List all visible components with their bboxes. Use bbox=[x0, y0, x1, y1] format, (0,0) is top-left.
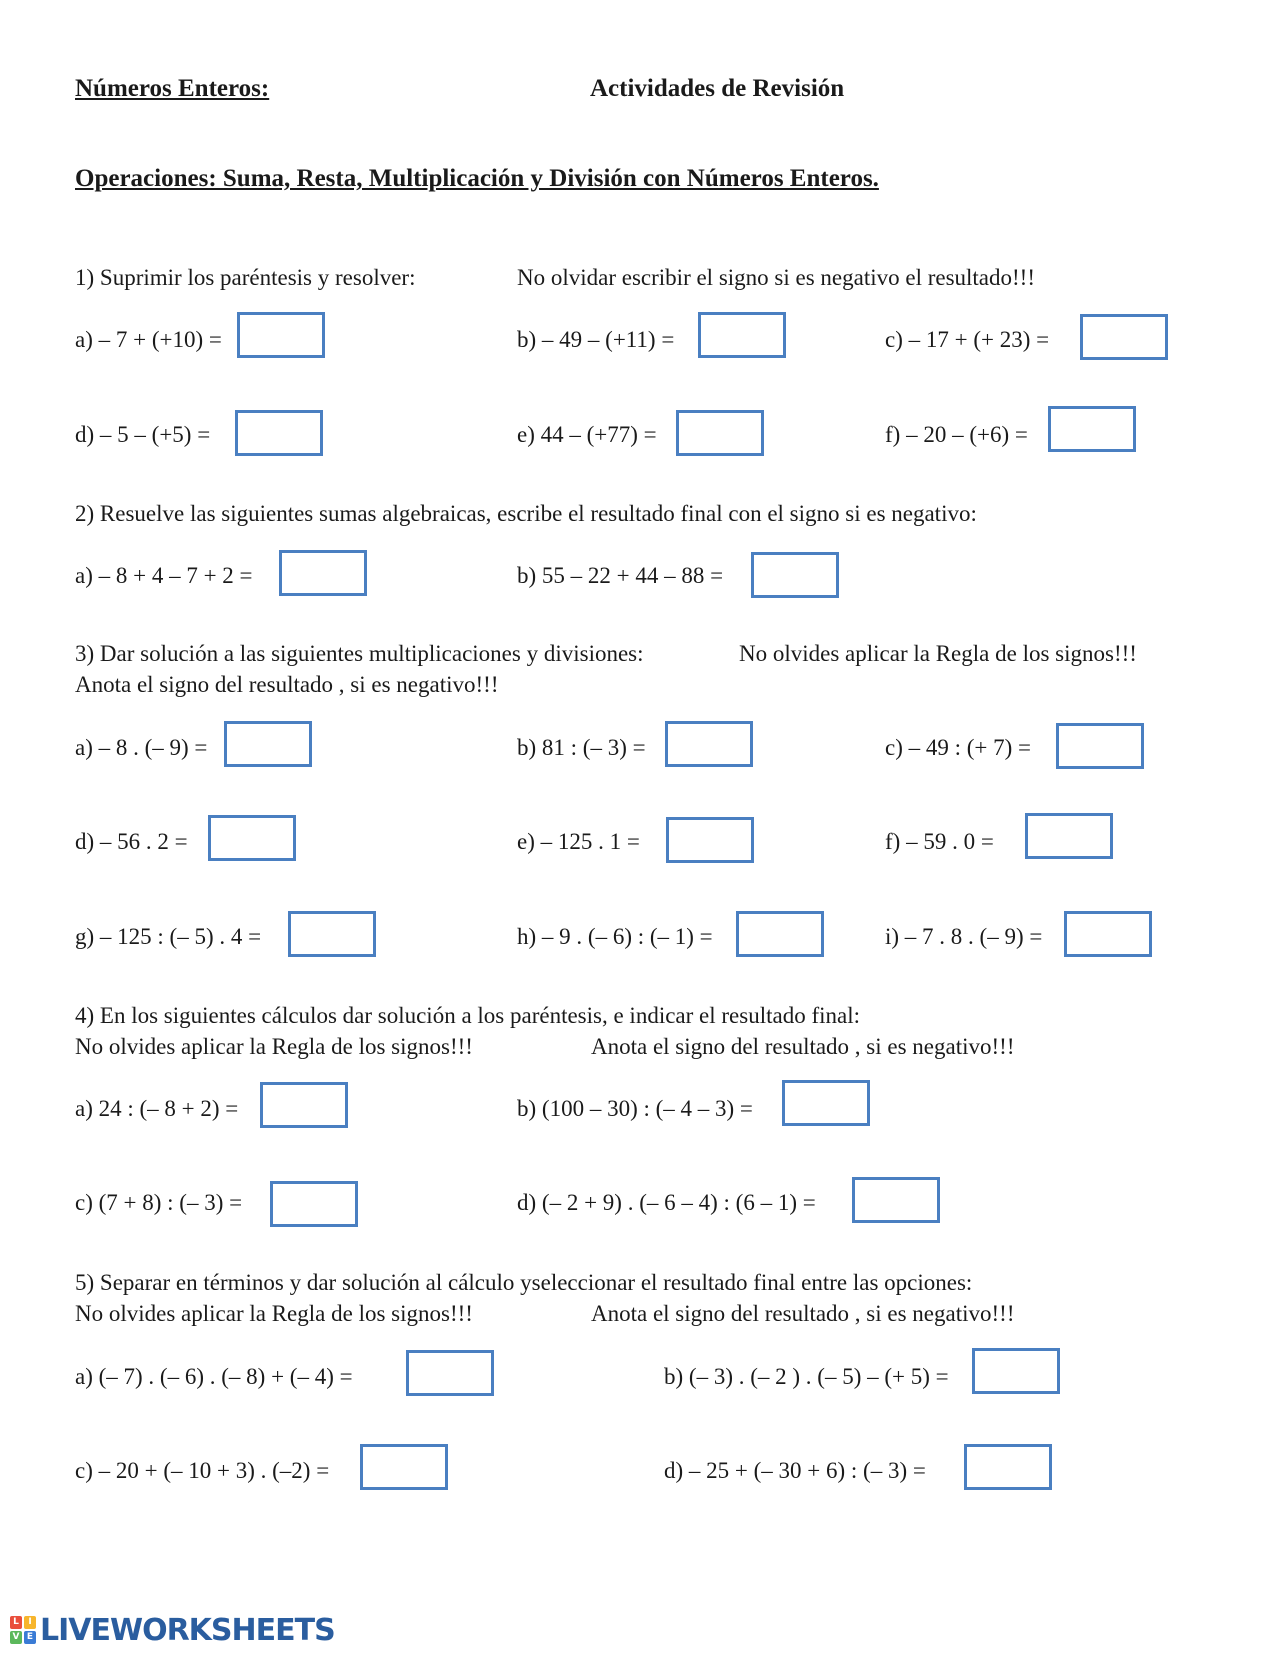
answer-box-4a[interactable] bbox=[260, 1082, 348, 1128]
page-title-right: Actividades de Revisión bbox=[590, 75, 845, 102]
answer-box-1d[interactable] bbox=[235, 410, 323, 456]
answer-box-3f[interactable] bbox=[1025, 813, 1113, 859]
exercise-2b: b) 55 – 22 + 44 – 88 = bbox=[517, 563, 724, 588]
section5-instruction: 5) Separar en términos y dar solución al cálculo yseleccionar el resultado final entre las opciones: bbox=[75, 1270, 973, 1295]
answer-box-2b[interactable] bbox=[751, 552, 839, 598]
exercise-4d: d) (– 2 + 9) . (– 6 – 4) : (6 – 1) = bbox=[517, 1190, 816, 1215]
exercise-5b: b) (– 3) . (– 2 ) . (– 5) – (+ 5) = bbox=[664, 1364, 949, 1389]
liveworksheets-logo-icon bbox=[10, 1616, 36, 1644]
logo-square-v: V bbox=[10, 1631, 22, 1644]
answer-box-1a[interactable] bbox=[237, 312, 325, 358]
exercise-3f: f) – 59 . 0 = bbox=[885, 829, 994, 854]
answer-box-5b[interactable] bbox=[972, 1348, 1060, 1394]
section1-note: No olvidar escribir el signo si es negativo el resultado!!! bbox=[517, 265, 1035, 290]
exercise-1e: e) 44 – (+77) = bbox=[517, 422, 657, 447]
exercise-3a: a) – 8 . (– 9) = bbox=[75, 735, 208, 760]
answer-box-1f[interactable] bbox=[1048, 406, 1136, 452]
exercise-1b: b) – 49 – (+11) = bbox=[517, 327, 675, 352]
answer-box-3h[interactable] bbox=[736, 911, 824, 957]
section4-note: No olvides aplicar la Regla de los signos!!! bbox=[75, 1034, 473, 1059]
exercise-5c: c) – 20 + (– 10 + 3) . (–2) = bbox=[75, 1458, 330, 1483]
section3-note: No olvides aplicar la Regla de los signos!!! bbox=[739, 641, 1137, 666]
exercise-1c: c) – 17 + (+ 23) = bbox=[885, 327, 1050, 352]
exercise-3b: b) 81 : (– 3) = bbox=[517, 735, 646, 760]
exercise-5a: a) (– 7) . (– 6) . (– 8) + (– 4) = bbox=[75, 1364, 353, 1389]
logo-square-e: E bbox=[24, 1631, 36, 1644]
logo-square-i: I bbox=[24, 1616, 36, 1629]
section4-note2: Anota el signo del resultado , si es negativo!!! bbox=[591, 1034, 1015, 1059]
answer-box-5c[interactable] bbox=[360, 1444, 448, 1490]
exercise-1d: d) – 5 – (+5) = bbox=[75, 422, 211, 447]
exercise-3i: i) – 7 . 8 . (– 9) = bbox=[885, 924, 1043, 949]
answer-box-5d[interactable] bbox=[964, 1444, 1052, 1490]
logo-square-l: L bbox=[10, 1616, 22, 1629]
exercise-5d: d) – 25 + (– 30 + 6) : (– 3) = bbox=[664, 1458, 926, 1483]
section3-note2: Anota el signo del resultado , si es negativo!!! bbox=[75, 672, 499, 697]
answer-box-3c[interactable] bbox=[1056, 723, 1144, 769]
answer-box-4c[interactable] bbox=[270, 1181, 358, 1227]
exercise-3c: c) – 49 : (+ 7) = bbox=[885, 735, 1032, 760]
exercise-3g: g) – 125 : (– 5) . 4 = bbox=[75, 924, 262, 949]
exercise-3h: h) – 9 . (– 6) : (– 1) = bbox=[517, 924, 713, 949]
answer-box-3b[interactable] bbox=[665, 721, 753, 767]
exercise-4a: a) 24 : (– 8 + 2) = bbox=[75, 1096, 239, 1121]
answer-box-4d[interactable] bbox=[852, 1177, 940, 1223]
answer-box-3d[interactable] bbox=[208, 815, 296, 861]
answer-box-3a[interactable] bbox=[224, 721, 312, 767]
exercise-1a: a) – 7 + (+10) = bbox=[75, 327, 222, 352]
exercise-2a: a) – 8 + 4 – 7 + 2 = bbox=[75, 563, 253, 588]
page-title: Números Enteros: bbox=[75, 75, 270, 102]
answer-box-3e[interactable] bbox=[666, 817, 754, 863]
page-subtitle: Operaciones: Suma, Resta, Multiplicación y División con Números Enteros. bbox=[75, 165, 879, 192]
section5-note2: Anota el signo del resultado , si es negativo!!! bbox=[591, 1301, 1015, 1326]
answer-box-1c[interactable] bbox=[1080, 314, 1168, 360]
exercise-4b: b) (100 – 30) : (– 4 – 3) = bbox=[517, 1096, 753, 1121]
answer-box-3i[interactable] bbox=[1064, 911, 1152, 957]
answer-box-5a[interactable] bbox=[406, 1350, 494, 1396]
liveworksheets-brand: LIVEWORKSHEETS bbox=[40, 1612, 335, 1648]
section2-instruction: 2) Resuelve las siguientes sumas algebraicas, escribe el resultado final con el signo si es negativo: bbox=[75, 501, 977, 526]
answer-box-4b[interactable] bbox=[782, 1080, 870, 1126]
exercise-4c: c) (7 + 8) : (– 3) = bbox=[75, 1190, 243, 1215]
exercise-1f: f) – 20 – (+6) = bbox=[885, 422, 1028, 447]
section4-instruction: 4) En los siguientes cálculos dar solución a los paréntesis, e indicar el resultado final: bbox=[75, 1003, 860, 1028]
exercise-3e: e) – 125 . 1 = bbox=[517, 829, 640, 854]
answer-box-2a[interactable] bbox=[279, 550, 367, 596]
answer-box-1b[interactable] bbox=[698, 312, 786, 358]
answer-box-3g[interactable] bbox=[288, 911, 376, 957]
section5-note: No olvides aplicar la Regla de los signos!!! bbox=[75, 1301, 473, 1326]
section1-instruction: 1) Suprimir los paréntesis y resolver: bbox=[75, 265, 416, 290]
liveworksheets-logo bbox=[10, 1612, 335, 1648]
exercise-3d: d) – 56 . 2 = bbox=[75, 829, 188, 854]
answer-box-1e[interactable] bbox=[676, 410, 764, 456]
section3-instruction: 3) Dar solución a las siguientes multiplicaciones y divisiones: bbox=[75, 641, 644, 666]
